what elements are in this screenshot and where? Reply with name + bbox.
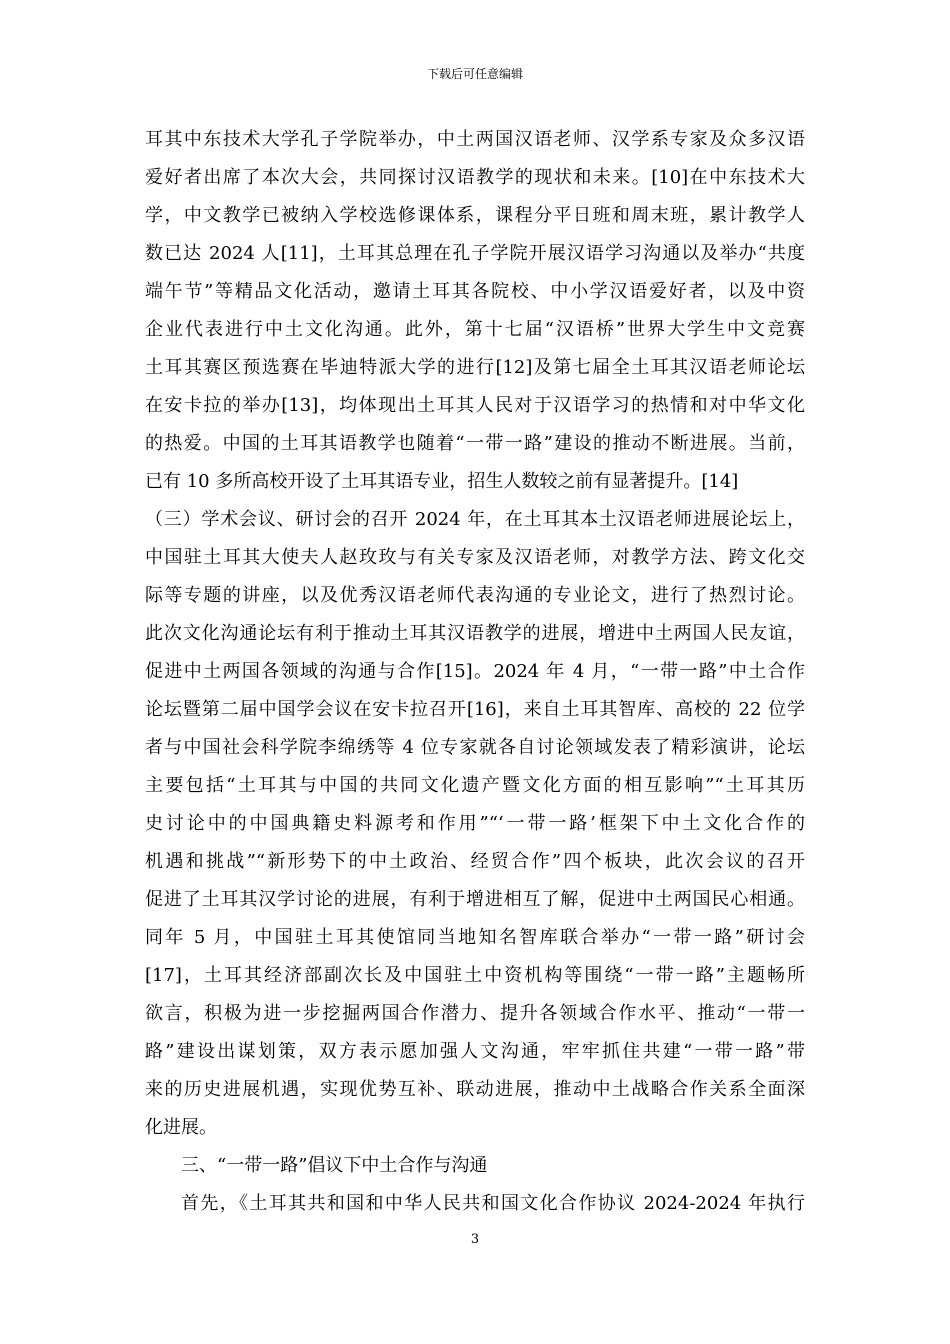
- text-line: 已有 10 多所高校开设了土耳其语专业，招生人数较之前有显著提升。[14]: [145, 471, 739, 492]
- text-line: 来的历史进展机遇，实现优势互补、联动进展，推动中土战略合作关系全面深: [145, 1079, 805, 1100]
- text-line: 耳其中东技术大学孔子学院举办，中土两国汉语老师、汉学系专家及众多汉语: [145, 129, 805, 150]
- text-line: [17]，土耳其经济部副次长及中国驻土中资机构等围绕“一带一路”主题畅所: [145, 965, 805, 986]
- text-line: 论坛暨第二届中国学会议在安卡拉召开[16]，来自土耳其智库、高校的 22 位学: [145, 699, 805, 720]
- text-line: 同年 5 月，中国驻土耳其使馆同当地知名智库联合举办“一带一路”研讨会: [145, 927, 805, 948]
- text-line: 在安卡拉的举办[13]，均体现出土耳其人民对于汉语学习的热情和对中华文化: [145, 395, 805, 416]
- body-text: [145, 121, 805, 1223]
- text-line: 欲言，积极为进一步挖掘两国合作潜力、提升各领域合作水平、推动“一带一: [145, 1003, 805, 1024]
- section-heading-line: （三）学术会议、研讨会的召开 2024 年，在土耳其本土汉语老师进展论坛上，: [145, 509, 805, 530]
- text-line: 中国驻土耳其大使夫人赵玫玫与有关专家及汉语老师，对教学方法、跨文化交: [145, 547, 805, 568]
- page-header: 下载后可任意编辑: [426, 67, 523, 81]
- text-line: 的热爱。中国的土耳其语教学也随着“一带一路”建设的推动不断进展。当前，: [145, 433, 805, 454]
- text-line: 促进了土耳其汉学讨论的进展，有利于增进相互了解，促进中土两国民心相通。: [145, 889, 805, 910]
- text-line: 企业代表进行中土文化沟通。此外，第十七届“汉语桥”世界大学生中文竞赛: [145, 319, 805, 340]
- text-line: 路”建设出谋划策，双方表示愿加强人文沟通，牢牢抓住共建“一带一路”带: [145, 1041, 805, 1062]
- text-line: 际等专题的讲座，以及优秀汉语老师代表沟通的专业论文，进行了热烈讨论。: [145, 585, 805, 606]
- text-line: 主要包括“土耳其与中国的共同文化遗产暨文化方面的相互影响”“土耳其历: [145, 775, 805, 796]
- text-line: 机遇和挑战”“新形势下的中土政治、经贸合作”四个板块，此次会议的召开: [145, 851, 805, 872]
- text-line: 爱好者出席了本次大会，共同探讨汉语教学的现状和未来。[10]在中东技术大: [145, 167, 805, 188]
- text-line: 首先，《土耳其共和国和中华人民共和国文化合作协议 2024-2024 年执行: [181, 1193, 805, 1214]
- text-line: 数已达 2024 人[11]，土耳其总理在孔子学院开展汉语学习沟通以及举办“共度: [145, 243, 805, 264]
- text-line: 促进中土两国各领域的沟通与合作[15]。2024 年 4 月，“一带一路”中土合作: [145, 661, 805, 682]
- text-line: 土耳其赛区预选赛在毕迪特派大学的进行[12]及第七届全土耳其汉语老师论坛: [145, 357, 805, 378]
- text-line: 端午节”等精品文化活动，邀请土耳其各院校、中小学汉语爱好者，以及中资: [145, 281, 805, 302]
- text-line: 学，中文教学已被纳入学校选修课体系，课程分平日班和周末班，累计教学人: [145, 205, 805, 226]
- page-number: 3: [470, 1232, 480, 1247]
- text-line: 此次文化沟通论坛有利于推动土耳其汉语教学的进展，增进中土两国人民友谊，: [145, 623, 805, 644]
- text-line: 史讨论中的中国典籍史料源考和作用”“‘一带一路’框架下中土文化合作的: [145, 813, 805, 834]
- text-line: 者与中国社会科学院李绵绣等 4 位专家就各自讨论领域发表了精彩演讲，论坛: [145, 737, 805, 758]
- section-heading: 三、“一带一路”倡议下中土合作与沟通: [181, 1155, 488, 1176]
- text-line: 化进展。: [145, 1117, 217, 1138]
